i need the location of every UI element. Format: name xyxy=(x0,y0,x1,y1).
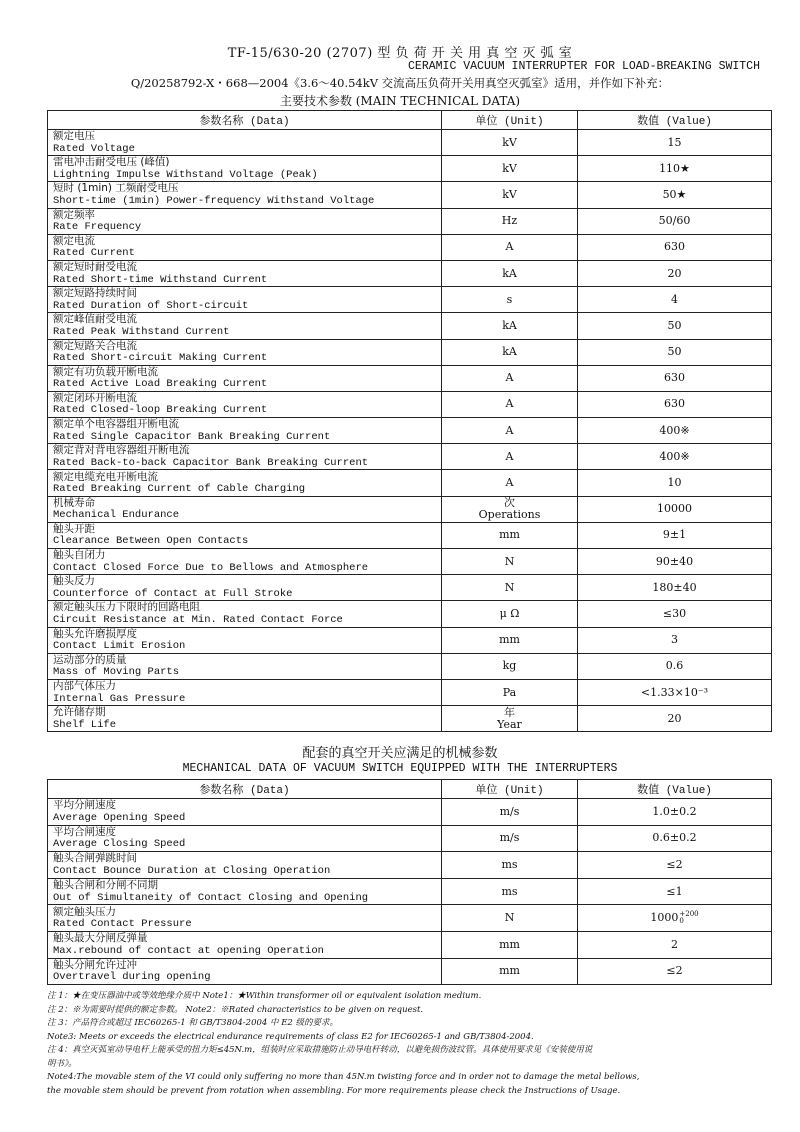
parameter-name-en: Circuit Resistance at Min. Rated Contact Force xyxy=(53,613,343,626)
parameter-name-en: Mass of Moving Parts xyxy=(53,666,180,679)
parameter-name xyxy=(48,905,442,932)
parameter-name-zh: 触头允许磨损厚度 xyxy=(53,627,137,640)
parameter-value xyxy=(578,130,772,156)
parameter-name-en: Short-time (1min) Power-frequency Withstand Voltage xyxy=(53,194,375,207)
note-line: the movable stem should be prevent from rotation when assembling. For more requirements please check the Instructions of Usage. xyxy=(47,1085,621,1096)
parameter-unit-zh: 年 xyxy=(504,705,515,719)
parameter-unit-text: m/s xyxy=(499,831,520,845)
parameter-unit-text: N xyxy=(504,554,515,568)
header-data: 参数名称 (Data) xyxy=(48,111,442,130)
parameter-value-text: 2 xyxy=(671,937,678,951)
header-unit: 单位 (Unit) xyxy=(442,780,578,799)
parameter-value-text: ≤30 xyxy=(662,606,687,620)
parameter-unit xyxy=(442,130,578,156)
document-subtitle: CERAMIC VACUUM INTERRUPTER FOR LOAD-BREAKING SWITCH xyxy=(408,60,760,73)
parameter-value-text: 10000 xyxy=(657,502,692,516)
parameter-name-en: Lightning Impulse Withstand Voltage (Peak) xyxy=(53,168,318,181)
parameter-value xyxy=(578,852,772,879)
parameter-name-zh: 内部气体压力 xyxy=(53,680,116,693)
parameter-unit xyxy=(442,549,578,575)
parameter-value xyxy=(578,496,772,522)
parameter-name-zh: 触头最大分闸反弹量 xyxy=(53,932,148,945)
parameter-name-zh: 额定频率 xyxy=(53,208,95,221)
parameter-name-zh: 平均合闸速度 xyxy=(53,825,116,838)
parameter-name xyxy=(48,234,442,260)
parameter-value-text: ≤2 xyxy=(666,964,683,978)
table-header-row xyxy=(48,111,772,130)
parameter-unit-text: kV xyxy=(502,135,517,149)
parameter-unit xyxy=(442,905,578,932)
table-row xyxy=(48,905,772,932)
parameter-unit xyxy=(442,208,578,234)
parameter-value xyxy=(578,958,772,985)
parameter-value-text: 630 xyxy=(664,397,685,411)
parameter-unit-text: ms xyxy=(501,857,518,871)
parameter-unit-text: N xyxy=(504,580,515,594)
parameter-name-zh: 机械寿命 xyxy=(53,496,95,509)
parameter-unit-text: s xyxy=(506,292,513,306)
header-unit: 单位 (Unit) xyxy=(442,111,578,130)
note-line: Note3: Meets or exceeds the electrical endurance requirements of class E2 for IEC60265-1 and GB/T3804-2004. xyxy=(47,1031,534,1042)
table-row xyxy=(48,601,772,627)
parameter-unit xyxy=(442,679,578,705)
parameter-name xyxy=(48,496,442,522)
parameter-name-en: Shelf Life xyxy=(53,718,117,731)
parameter-name xyxy=(48,365,442,391)
parameter-unit-text: kA xyxy=(502,266,517,280)
parameter-unit-text: mm xyxy=(499,528,520,542)
parameter-name-en: Rated Current xyxy=(53,247,135,260)
parameter-unit xyxy=(442,931,578,958)
parameter-name-zh: 额定短路关合电流 xyxy=(53,339,137,352)
parameter-unit xyxy=(442,418,578,444)
parameter-name-zh: 额定触头压力下限时的回路电阻 xyxy=(53,601,200,614)
parameter-unit-zh: 次 xyxy=(504,496,515,510)
parameter-name-en: Rate Frequency xyxy=(53,221,142,234)
parameter-value xyxy=(578,182,772,208)
parameter-value-text: 110★ xyxy=(659,161,690,175)
parameter-unit-text: kV xyxy=(502,161,517,175)
parameter-value xyxy=(578,931,772,958)
parameter-unit xyxy=(442,852,578,879)
parameter-unit xyxy=(442,234,578,260)
parameter-name xyxy=(48,260,442,286)
parameter-unit xyxy=(442,444,578,470)
parameter-value xyxy=(578,575,772,601)
table-row xyxy=(48,260,772,286)
parameter-value-text: ≤2 xyxy=(666,857,683,871)
parameter-name-en: Rated Peak Withstand Current xyxy=(53,325,230,338)
parameter-name-en: Rated Short-time Withstand Current xyxy=(53,273,268,286)
table-row xyxy=(48,575,772,601)
technical-data-table xyxy=(47,110,772,732)
parameter-value-text: 50★ xyxy=(662,187,687,201)
parameter-name-zh: 触头开距 xyxy=(53,522,95,535)
parameter-unit-text: mm xyxy=(499,937,520,951)
table-row xyxy=(48,156,772,182)
parameter-name-en: Average Closing Speed xyxy=(53,838,186,851)
table-row xyxy=(48,679,772,705)
parameter-name-zh: 额定触头压力 xyxy=(53,905,116,918)
parameter-value-text: 50 xyxy=(667,318,682,332)
parameter-name xyxy=(48,339,442,365)
parameter-name-zh: 额定电压 xyxy=(53,130,95,143)
note-line: 明书》。 xyxy=(47,1058,77,1069)
parameter-name-en: Counterforce of Contact at Full Stroke xyxy=(53,587,293,600)
parameter-value-text: 180±40 xyxy=(652,580,697,594)
parameter-unit-text: ms xyxy=(501,884,518,898)
parameter-name xyxy=(48,313,442,339)
parameter-unit xyxy=(442,287,578,313)
parameter-name xyxy=(48,878,442,905)
parameter-name-zh: 触头合闸弹跳时间 xyxy=(53,852,137,865)
parameter-name xyxy=(48,156,442,182)
table-row xyxy=(48,391,772,417)
parameter-unit xyxy=(442,260,578,286)
parameter-unit-text: kV xyxy=(502,187,517,201)
table-row xyxy=(48,496,772,522)
note-line: 注 3：产品符合或超过 IEC60265-1 和 GB/T3804-2004 中 E2 级的要求。 xyxy=(47,1018,339,1028)
parameter-unit xyxy=(442,653,578,679)
parameter-name-zh: 平均分闸速度 xyxy=(53,799,116,812)
table-row xyxy=(48,931,772,958)
table-row xyxy=(48,182,772,208)
parameter-name xyxy=(48,470,442,496)
parameter-name-en: Average Opening Speed xyxy=(53,811,186,824)
parameter-name xyxy=(48,825,442,852)
note-line: 注 1：★在变压器油中或等效绝缘介质中 Note1：★Within transformer oil or equivalent isolation medium. xyxy=(47,991,482,1001)
parameter-value xyxy=(578,234,772,260)
parameter-name-zh: 触头合闸和分闸不同期 xyxy=(53,879,158,892)
parameter-value xyxy=(578,339,772,365)
note-line: 注 4：真空灭弧室动导电杆上能承受的扭力矩≤45N.m，组装时应采取措施防止动导电杆转动，以避免损伤波纹管。具体使用要求见《安装使用说 xyxy=(47,1045,593,1055)
parameter-value xyxy=(578,825,772,852)
parameter-name xyxy=(48,931,442,958)
parameter-name xyxy=(48,653,442,679)
parameter-name-en: Rated Back-to-back Capacitor Bank Breaking Current xyxy=(53,456,369,469)
mechanical-section-subtitle: MECHANICAL DATA OF VACUUM SWITCH EQUIPPED WITH THE INTERRUPTERS xyxy=(182,762,618,775)
parameter-name xyxy=(48,130,442,156)
header-value: 数值 (Value) xyxy=(578,111,772,130)
parameter-name xyxy=(48,444,442,470)
parameter-unit xyxy=(442,156,578,182)
table-row xyxy=(48,313,772,339)
parameter-name-zh: 触头自闭力 xyxy=(53,549,106,562)
parameter-value xyxy=(578,156,772,182)
parameter-value-text: 9±1 xyxy=(662,528,687,542)
parameter-unit-text: N xyxy=(504,911,515,925)
parameter-unit xyxy=(442,522,578,548)
parameter-unit-text: kA xyxy=(502,318,517,332)
parameter-name-zh: 额定电缆充电开断电流 xyxy=(53,470,158,483)
table-row xyxy=(48,852,772,879)
parameter-name xyxy=(48,799,442,826)
section-title: 主要技术参数 (MAIN TECHNICAL DATA) xyxy=(279,94,521,108)
parameter-value-text: ≤1 xyxy=(666,884,683,898)
parameter-unit xyxy=(442,958,578,985)
table-row xyxy=(48,653,772,679)
document-title: TF-15/630-20 (2707) 型 负 荷 开 关 用 真 空 灭 弧 室 xyxy=(227,46,573,61)
parameter-name-en: Max.rebound of contact at opening Operation xyxy=(53,944,324,957)
parameter-name xyxy=(48,287,442,313)
parameter-name-en: Overtravel during opening xyxy=(53,971,211,984)
parameter-name-zh: 额定峰值耐受电流 xyxy=(53,313,137,326)
parameter-value-text: 1000 xyxy=(650,911,679,925)
parameter-name-en: Contact Closed Force Due to Bellows and Atmosphere xyxy=(53,561,369,574)
parameter-value xyxy=(578,549,772,575)
parameter-name xyxy=(48,601,442,627)
parameter-unit-text: A xyxy=(505,371,514,385)
parameter-unit-text: Hz xyxy=(501,214,518,228)
parameter-value xyxy=(578,522,772,548)
parameter-name-zh: 运动部分的质量 xyxy=(53,653,127,666)
parameter-value-text: 20 xyxy=(667,266,682,280)
tolerance-upper: +200 xyxy=(679,910,699,919)
parameter-unit xyxy=(442,313,578,339)
parameter-unit-text: μ Ω xyxy=(499,606,520,620)
table-row xyxy=(48,799,772,826)
parameter-value-text: 630 xyxy=(664,240,685,254)
parameter-value xyxy=(578,905,772,932)
parameter-value-text: 50 xyxy=(667,345,682,359)
parameter-name xyxy=(48,208,442,234)
table-row xyxy=(48,287,772,313)
parameter-value-text: 630 xyxy=(664,371,685,385)
parameter-name-zh: 雷电冲击耐受电压 (峰值) xyxy=(53,156,170,169)
parameter-value xyxy=(578,313,772,339)
parameter-unit xyxy=(442,182,578,208)
parameter-name xyxy=(48,418,442,444)
parameter-name xyxy=(48,627,442,653)
parameter-unit-text: A xyxy=(505,240,514,254)
parameter-name xyxy=(48,958,442,985)
parameter-name xyxy=(48,852,442,879)
parameter-value-text: 20 xyxy=(667,711,682,725)
parameter-value xyxy=(578,287,772,313)
parameter-name-en: Rated Short-circuit Making Current xyxy=(53,352,268,365)
parameter-name xyxy=(48,549,442,575)
parameter-value-text: 15 xyxy=(667,135,682,149)
parameter-unit xyxy=(442,365,578,391)
parameter-name-zh: 额定背对背电容器组开断电流 xyxy=(53,444,190,457)
parameter-name-zh: 额定闭环开断电流 xyxy=(53,391,137,404)
parameter-name xyxy=(48,575,442,601)
table-row xyxy=(48,522,772,548)
table-row xyxy=(48,470,772,496)
parameter-name-en: Rated Breaking Current of Cable Charging xyxy=(53,483,306,496)
parameter-unit-text: A xyxy=(505,423,514,437)
parameter-unit xyxy=(442,825,578,852)
parameter-name-zh: 额定短时耐受电流 xyxy=(53,261,137,274)
parameter-unit xyxy=(442,601,578,627)
parameter-value-text: 10 xyxy=(667,476,682,490)
parameter-value-text: 4 xyxy=(671,292,678,306)
standard-reference: Q/20258792-X・668—2004《3.6～40.54kV 交流高压负荷开关用真空灭弧室》适用，并作如下补充： xyxy=(130,76,670,90)
parameter-name-en: Clearance Between Open Contacts xyxy=(53,535,249,548)
parameter-value xyxy=(578,653,772,679)
parameter-name-zh: 触头反力 xyxy=(53,575,95,588)
parameter-name-zh: 短时 (1min) 工频耐受电压 xyxy=(53,182,179,195)
parameter-name-zh: 允许储存期 xyxy=(53,706,106,719)
parameter-name-en: Mechanical Endurance xyxy=(53,509,180,522)
table-row xyxy=(48,208,772,234)
note-line: 注 2：※为需要时提供的额定参数。 Note2：※Rated characteristics to be given on request. xyxy=(47,1004,424,1015)
parameter-unit xyxy=(442,575,578,601)
parameter-name-en: Internal Gas Pressure xyxy=(53,692,186,705)
parameter-unit-text: kg xyxy=(502,659,517,673)
parameter-unit xyxy=(442,339,578,365)
parameter-value xyxy=(578,444,772,470)
parameter-value xyxy=(578,706,772,732)
parameter-name xyxy=(48,522,442,548)
table-row xyxy=(48,958,772,985)
parameter-value xyxy=(578,391,772,417)
parameter-name xyxy=(48,391,442,417)
parameter-name-zh: 触头分闸允许过冲 xyxy=(53,958,137,971)
parameter-unit xyxy=(442,391,578,417)
parameter-value xyxy=(578,878,772,905)
parameter-value-text: 1.0±0.2 xyxy=(652,804,697,818)
parameter-value xyxy=(578,365,772,391)
tolerance-lower: 0 xyxy=(679,917,684,926)
mechanical-data-table xyxy=(47,779,772,985)
parameter-value-text: 0.6 xyxy=(665,659,684,673)
parameter-unit-text: A xyxy=(505,397,514,411)
parameter-unit-text: Operations xyxy=(478,508,541,522)
parameter-name-en: Rated Voltage xyxy=(53,142,135,155)
table-header-row xyxy=(48,780,772,799)
parameter-value xyxy=(578,627,772,653)
parameter-name-en: Rated Closed-loop Breaking Current xyxy=(53,404,268,417)
parameter-value-text: <1.33×10⁻³ xyxy=(640,685,709,699)
parameter-unit-text: mm xyxy=(499,964,520,978)
parameter-unit-text: kA xyxy=(502,345,517,359)
parameter-value xyxy=(578,679,772,705)
parameter-unit xyxy=(442,706,578,732)
parameter-value-text: 400※ xyxy=(659,423,690,437)
parameter-value xyxy=(578,799,772,826)
parameter-unit-text: A xyxy=(505,449,514,463)
table-row xyxy=(48,444,772,470)
parameter-value xyxy=(578,601,772,627)
tolerance xyxy=(679,911,698,925)
table-row xyxy=(48,549,772,575)
mechanical-section-title: 配套的真空开关应满足的机械参数 xyxy=(302,746,498,761)
parameter-value xyxy=(578,470,772,496)
parameter-value-text: 50/60 xyxy=(658,214,691,228)
table-row xyxy=(48,627,772,653)
parameter-unit-text: Year xyxy=(497,717,522,731)
parameter-name xyxy=(48,182,442,208)
parameter-name-en: Rated Single Capacitor Bank Breaking Current xyxy=(53,430,331,443)
parameter-name-en: Rated Duration of Short-circuit xyxy=(53,299,249,312)
parameter-unit-text: Pa xyxy=(502,685,517,699)
note-line: Note4:The movable stem of the VI could only suffering no more than 45N.m twisting force and in order not to damage the metal bellows, xyxy=(47,1072,640,1082)
parameter-unit-text: mm xyxy=(499,633,520,647)
parameter-name-en: Out of Simultaneity of Contact Closing and Opening xyxy=(53,891,369,904)
parameter-name xyxy=(48,706,442,732)
table-row xyxy=(48,339,772,365)
parameter-name xyxy=(48,679,442,705)
table-row xyxy=(48,130,772,156)
parameter-unit-text: m/s xyxy=(499,804,520,818)
parameter-name-en: Rated Contact Pressure xyxy=(53,918,192,931)
table-row xyxy=(48,365,772,391)
table-row xyxy=(48,234,772,260)
parameter-value-text: 90±40 xyxy=(655,554,694,568)
parameter-name-zh: 额定电流 xyxy=(53,234,95,247)
parameter-name-en: Contact Bounce Duration at Closing Operation xyxy=(53,864,331,877)
parameter-unit xyxy=(442,627,578,653)
table-row xyxy=(48,418,772,444)
parameter-value xyxy=(578,260,772,286)
parameter-value-text: 400※ xyxy=(659,449,690,463)
parameter-unit xyxy=(442,496,578,522)
table-row xyxy=(48,878,772,905)
parameter-unit xyxy=(442,878,578,905)
header-value: 数值 (Value) xyxy=(578,780,772,799)
parameter-unit xyxy=(442,799,578,826)
parameter-value xyxy=(578,208,772,234)
parameter-value-text: 0.6±0.2 xyxy=(652,831,697,845)
parameter-name-zh: 额定短路持续时间 xyxy=(53,287,137,300)
parameter-name-zh: 额定单个电容器组开断电流 xyxy=(53,418,179,431)
parameter-name-en: Contact Limit Erosion xyxy=(53,640,186,653)
parameter-unit-text: A xyxy=(505,476,514,490)
parameter-value-text: 3 xyxy=(671,633,678,647)
parameter-name-zh: 额定有功负载开断电流 xyxy=(53,365,158,378)
header-data: 参数名称 (Data) xyxy=(48,780,442,799)
parameter-value xyxy=(578,418,772,444)
table-row xyxy=(48,825,772,852)
parameter-unit xyxy=(442,470,578,496)
table-row xyxy=(48,706,772,732)
parameter-name-en: Rated Active Load Breaking Current xyxy=(53,378,268,391)
